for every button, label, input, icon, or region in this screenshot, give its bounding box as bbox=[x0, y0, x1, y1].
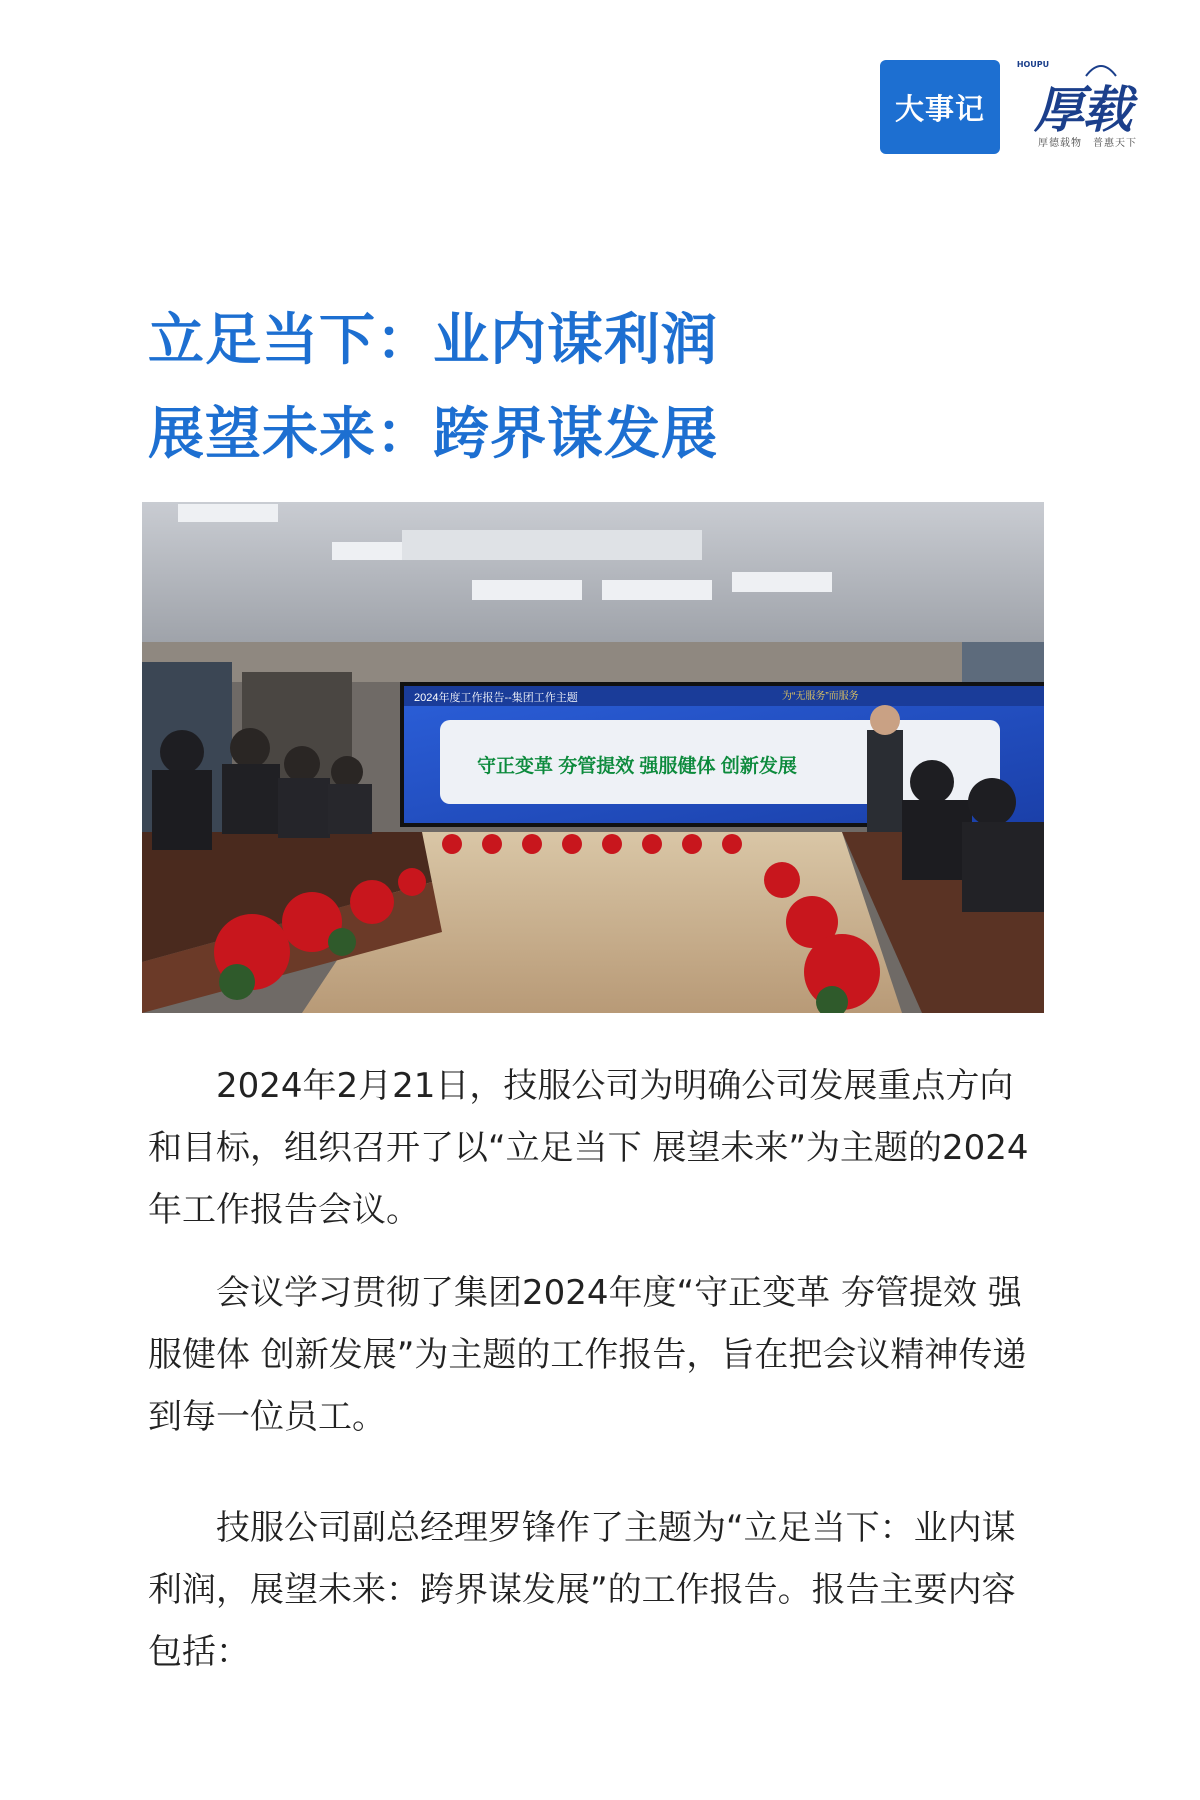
section-badge bbox=[880, 60, 1000, 154]
paragraph-2-text: 会议学习贯彻了集团2024年度“守正变革 夯管提效 强服健体 创新发展”为主题的工作报告，旨在把会议精神传递到每一位员工。 bbox=[148, 1273, 1027, 1437]
meeting-photo bbox=[142, 502, 1044, 1013]
article-title-line-2: 展望未来：跨界谋发展 bbox=[148, 402, 718, 467]
screen-theme-text: 守正变革 夯管提效 强服健体 创新发展 bbox=[477, 756, 797, 777]
logo-wordmark: 厚载 bbox=[1034, 80, 1130, 139]
paragraph-1 bbox=[148, 1055, 1040, 1241]
article-title-line-1: 立足当下：业内谋利润 bbox=[148, 308, 718, 373]
paragraph-3-text: 技服公司副总经理罗锋作了主题为“立足当下：业内谋利润，展望未来：跨界谋发展”的工作报告。报告主要内容包括： bbox=[148, 1508, 1016, 1672]
paragraph-2 bbox=[148, 1262, 1040, 1448]
section-badge-label: 大事记 bbox=[894, 91, 985, 126]
paragraph-3 bbox=[148, 1497, 1040, 1683]
screen-slogan-text: 为“无服务”而服务 bbox=[782, 691, 859, 702]
logo-emblem-text: HOUPU bbox=[1016, 60, 1050, 69]
logo-slogan: 厚德载物 普惠天下 bbox=[1038, 138, 1137, 149]
paragraph-1-text: 2024年2月21日，技服公司为明确公司发展重点方向和目标，组织召开了以“立足当下 展望未来”为主题的2024年工作报告会议。 bbox=[148, 1066, 1029, 1230]
company-logo bbox=[1016, 56, 1156, 156]
screen-header-text: 2024年度工作报告--集团工作主题 bbox=[414, 692, 578, 704]
